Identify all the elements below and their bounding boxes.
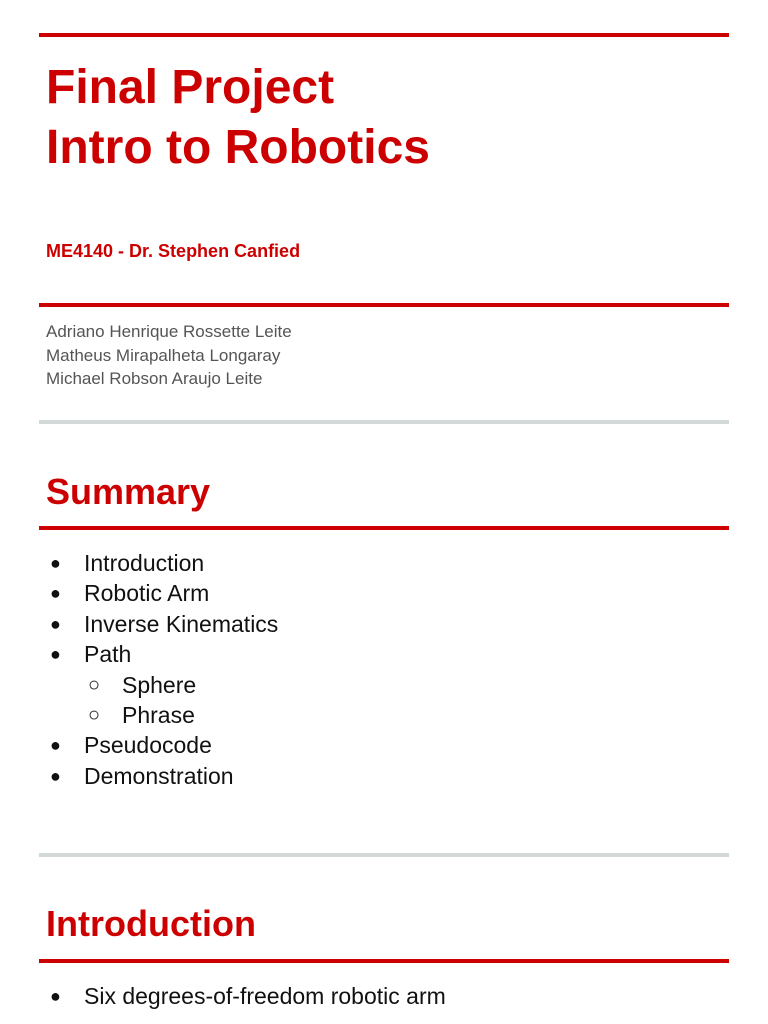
summary-heading: Summary xyxy=(46,471,211,512)
sub-list-item xyxy=(46,700,278,730)
author-name: Matheus Mirapalheta Longaray xyxy=(46,345,281,365)
bullet-icon: ● xyxy=(50,735,61,756)
introduction-heading: Introduction xyxy=(46,903,256,944)
slide-divider xyxy=(39,420,729,424)
slide-divider xyxy=(39,853,729,857)
author-list xyxy=(46,320,292,391)
introduction-list xyxy=(46,981,446,1011)
title-bottom-rule xyxy=(39,303,729,307)
page-title xyxy=(46,58,430,178)
list-item-text: Six degrees-of-freedom robotic arm xyxy=(84,983,446,1009)
list-item xyxy=(46,981,446,1011)
title-top-rule xyxy=(39,33,729,37)
bullet-icon: ● xyxy=(50,765,61,786)
bullet-icon: ● xyxy=(50,644,61,665)
hollow-bullet-icon: ○ xyxy=(88,704,101,727)
list-item xyxy=(46,609,278,639)
list-item-text: Introduction xyxy=(84,550,205,576)
bullet-icon: ● xyxy=(50,583,61,604)
list-item-text: Pseudocode xyxy=(84,732,212,759)
list-item xyxy=(46,730,278,760)
bullet-icon: ● xyxy=(50,986,61,1006)
summary-list xyxy=(46,548,278,791)
list-item xyxy=(46,639,278,669)
list-item xyxy=(46,578,278,608)
summary-rule xyxy=(39,526,729,530)
author-name: Michael Robson Araujo Leite xyxy=(46,369,263,388)
author-name: Adriano Henrique Rossette Leite xyxy=(46,322,292,341)
hollow-bullet-icon: ○ xyxy=(88,673,101,696)
sub-list-item xyxy=(46,670,278,700)
bullet-icon: ● xyxy=(50,613,61,634)
list-item-text: Phrase xyxy=(122,702,195,729)
list-item-text: Demonstration xyxy=(84,762,234,789)
title-line-2: Intro to Robotics xyxy=(46,121,430,174)
list-item-text: Robotic Arm xyxy=(84,580,210,607)
list-item-text: Path xyxy=(84,641,132,668)
list-item xyxy=(46,548,278,578)
bullet-icon: ● xyxy=(50,553,61,573)
course-subtitle: ME4140 - Dr. Stephen Canfied xyxy=(46,241,301,261)
list-item xyxy=(46,761,278,791)
list-item-text: Inverse Kinematics xyxy=(84,610,279,637)
title-line-1: Final Project xyxy=(46,61,335,114)
introduction-rule xyxy=(39,959,729,963)
list-item-text: Sphere xyxy=(122,671,197,698)
